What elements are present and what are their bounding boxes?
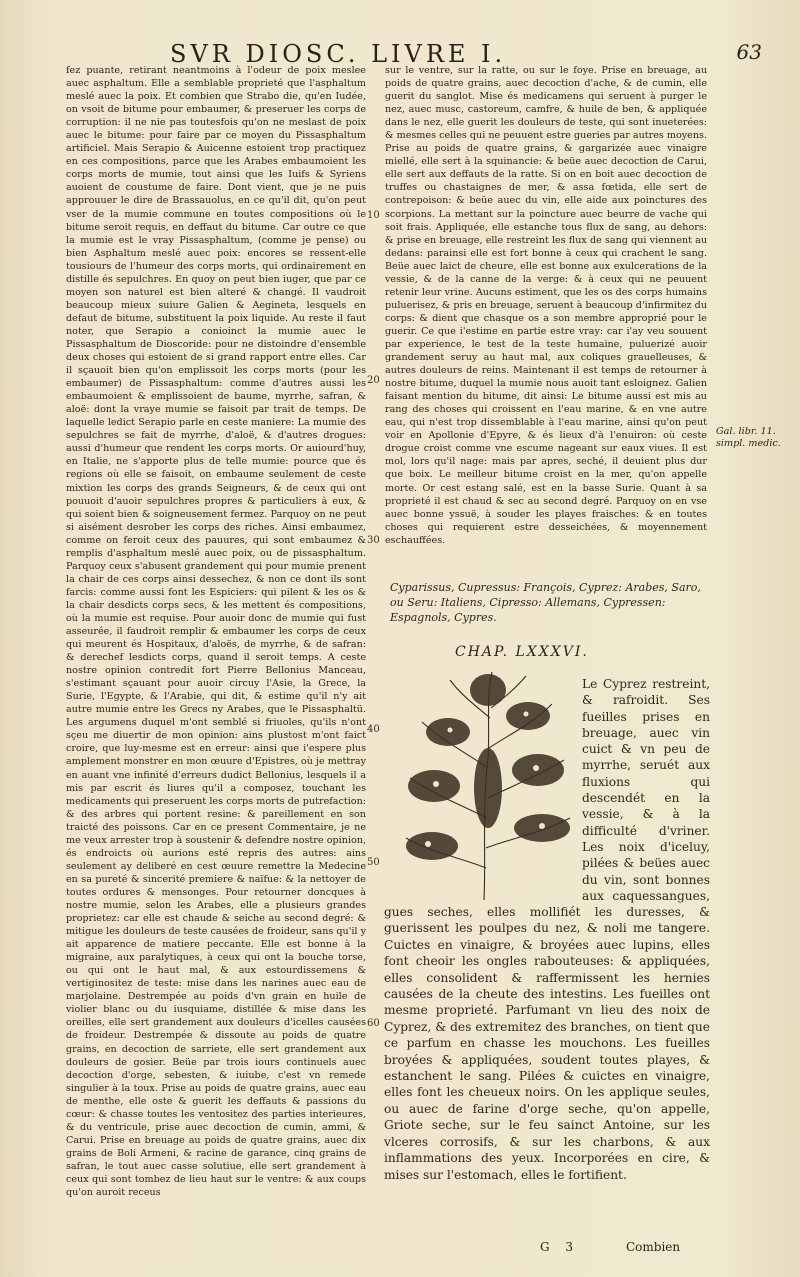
left-text-column [66,64,366,1254]
right-text-column-bottom [384,904,710,1244]
cypress-woodcut-illustration [392,668,580,902]
right-column-top-text: sur le ventre, sur la ratte, ou sur le foye. Prise en breuage, au poids de quatre grains, auec decoction d'ache, & de cumin, elle guerit du sanglot. Mise és medicamens qui seruent à purger le nez, auec musc, castoreum, camfre, & huile de ben, & appliquée dans le nez, elle guerit les douleurs de teste, qui sont inueterées: & mesmes celles qui ne peuuent estre gueries par autres moyens. Prise au poids de quatre grains, & gargarizée auec vinaigre miellé, elle sert à la squinancie: & beüe auec decoction de Carui, elle sert aux deffauts de la ratte. Si on en boit auec decoction de truffes ou chastaignes de mer, & assa fœtida, elle sert de contrepoison: & beüe auec du vin, elle aide aux poinctures des scorpions. La mettant sur la poincture auec beurre de vache qui soit frais. Appliquée, elle estanche tous flux de sang, au dehors: & prise en breuage, elle restreint les flux de sang qui viennent au dedans: parainsi elle est fort bonne à ceux qui crachent le sang. Beüe auec laict de cheure, elle est bonne aux exulcerations de la vessie, & de la canne de la verge: & à ceux qui ne peuuent retenir leur vrine. Aucuns estiment, que les os des corps humains puluerisez, & pris en breuage, seruent à beaucoup d'infirmitez du corps: & dient que chasque os a son membre approprié pour le guerir. Ce que i'estime en partie estre vray: car i'ay veu souuent par experience, le test de la teste humaine, puluerizé auoir grandement seruy au haut mal, aux coliques grauelleuses, & autres douleurs de reins. Maintenant il est temps de retourner à nostre bitume, duquel la mumie nous auoit tant esloignez. Galien faisant mention du bitume, dit ainsi: Le bitume aussi est mis au rang des choses qui croissent en l'eau marine, & en vne autre eau, qui n'est trop dissemblable à l'eau marine, ainsi qu'on peut voir en Apollonie d'Epyre, & és lieux d'à l'enuiron: où ceste drogue croist comme vne escume nageant sur eaux viues. Il est mol, lors qu'il nage: mais par apres, seché, il deuient plus dur que boix. Le meilleur bitume croist en la mer, qu'on appelle morte. Or cest estang salé, est en la basse Surie. Quant à sa proprieté il est chaud & sec au second degré. Parquoy on en vse auec bonne yssuë, à souder les playes fraisches: & en toutes choses qui requierent estre desseichées, & moyennement eschauffées. [385,65,707,546]
catchword: Combien [626,1240,681,1254]
line-number-30: 30 [367,535,380,546]
line-number-10: 10 [367,210,380,221]
right-text-beside-illustration [582,676,710,906]
line-number-50: 50 [367,857,380,868]
right-column-bottom-text: gues seches, elles mollifiét les duresses, & guerissent les poulpes du nez, & noli me tangere. Cuictes en vinaigre, & broyées auec lupins, elles font cheoir les ongles rabouteuses: & appliquées, elles consolident & raffermissent les hernies causées de la cheute des intestins. Les fueilles ont mesme proprieté. Parfumant vn lieu des noix de Cyprez, & des extremitez des branches, on tient que ce parfum en chasse les mouchons. Les fueilles broyées & appliquées, soudent toutes playes, & estanchent le sang. Pilées & cuictes en vinaigre, elles font les cheueux noirs. On les applique seules, ou auec de farine d'orge seche, qu'on appelle, Griote seche, sur le feu sainct Antoine, sur les vlceres corrosifs, & sur les charbons, & aux inflammations des yeux. Incorporées en cire, & mises sur l'estomach, elles le fortifient. [384,905,710,1182]
left-column-text: fez puante, retirant neantmoins à l'odeur de poix meslee auec asphaltum. Elle a semblable proprieté que l'asphaltum meslé auec la poix. Et combien que Strabo die, qu'en Iudée, on vsoit de bitume pour embaumer, & preseruer les corps de corruption: il ne nie pas toutesfois qu'on ne meslast de poix auec le bitume: pour faire par ce moyen du Pissasphaltum artificiel. Mais Serapio & Auicenne estoient trop practiquez en ces compositions, parce que les Arabes embaumoient les corps morts de mumie, tout ainsi que les Iuifs & Syriens auoient de coustume de faire. Dont vient, que je ne puis approuuer le dire de Brassauolus, en ce qu'il dit, qu'on peut vser de la mumie commune en toutes compositions où le bitume seroit requis, en deffaut du bitume. Car outre ce que la mumie est le vray Pissasphaltum, (comme je pense) ou bien Asphaltum meslé auec poix: encores se ressent-elle tousiours de l'humeur des corps morts, qui ordinairement en distille és sepulchres. En quoy on peut bien iuger, que par ce moyen son naturel est bien alteré & changé. Il vaudroit beaucoup mieux suiure Galien & Aegineta, lesquels en defaut de bitume, substituent la poix liquide. Au reste il faut noter, que Serapio a conioinct la mumie auec le Pissasphaltum de Dioscoride: pour ne distoindre d'ensemble deux choses qui estoient de si grand rapport entre elles. Car il sçauoit bien qu'on emplissoit les corps morts (pour les embaumer) de Pissasphaltum: comme d'autres aussi les embaumoient & emplissoient de baume, myrrhe, safran, & aloë: dont la vraye mumie se faisoit par trait de temps. De laquelle ledict Serapio parle en ceste maniere: La mumie des sepulchres se fait de myrrhe, d'aloë, & d'autres drogues: aussi d'humeur que rendent les corps morts. Or auiourd'huy, en Italie, ne s'apporte plus de telle mumie: pource que és regions où elle se faisoit, on embaume seulement de ceste mixtion les corps des grands Seigneurs, & de ceux qui ont pouuoit d'auoir sepulchres propres & particuliers à eux, & qui soient bien & soigneusement fermez. Parquoy on ne peut si aisément desrober les corps des riches. Ainsi embaumez, comme on feroit ceux des pauures, qui sont embaumez & remplis d'asphaltum meslé auec poix, ou de pissasphaltum. Parquoy ceux s'abusent grandement qui pour mumie prenent la chair de ces corps ainsi dessechez, & non ce dont ils sont farcis: comme aussi font les Espiciers: qui pilent & les os & la chair desdicts corps secs, & les mettent és compositions, où la mumie est requise. Pour auoir donc de mumie qui fust asseurée, il faudroit remplir & embaumer les corps de ceux qui meurent és Hospitaux, d'aloës, de myrrhe, & de safran: & derechef lesdicts corps, quand il seroit temps. A ceste nostre opinion contredit fort Pierre Bellonius Manceau, s'estimant sçauant pour auoir circuy l'Asie, la Grece, la Surie, l'Egypte, & l'Arabie, qui dit, & estime qu'il n'y ait autre mumie entre les Grecs ny Arabes, que le Pissasphaltü. Les argumens duquel m'ont semblé si friuoles, qu'ils n'ont sçeu me diuertir de mon opinion: ains plustost m'ont faict croire, que luy-mesme est en erreur: ainsi que i'espere plus amplement monstrer en mon œuure d'Epistres, où je mettray en auant vne infinité d'erreurs dudict Bellonius, lesquels il a mis par escrit és liures qu'il a composez, touchant les medicaments qui preseruent les corps morts de putrefaction: & des arbres qui portent resine: & pareillement en son traicté des poissons. Car en ce present Commentaire, je ne me veux arrester trop à soustenir & defendre nostre opinion, és endroicts où aurions esté repris des autres: ains seulement ay deliberé en cest œuure remettre la Medecine en sa pureté & sincerité premiere & naïfue: & la nettoyer de toutes ordures & mensonges. Pour retourner doncques à nostre mumie, selon les Arabes, elle a plusieurs grandes proprietez: car elle est chaude & seiche au second degré: & mitigue les douleurs de teste causées de froideur, sans qu'il y ait apparence de matiere peccante. Elle est bonne à la migraine, aux paralytiques, à ceux qui ont la bouche torse, ou qui ont le haut mal, & aux estourdissemens & vertiginositez de teste: mise dans les narines auec eau de marjolaine. Destrempée au poids d'vn grain en huile de violier blanc ou du iusquiame, distillée & mise dans les oreilles, elle sert grandement aux douleurs d'icelles causées de froideur. Destrempée & dissoute au poids de quatre grains, en decoction de sarriete, elle sert grandement aux douleurs de gosier. Beüe par trois iours continuels auec decoction d'orge, sebesten, & iuiube, c'est vn remede singulier à la toux. Prise au poids de quatre grains, auec eau de menthe, elle oste & guerit les deffauts & passions du cœur: & chasse toutes les ventositez des parties interieures, & du ventricule, prise auec decoction de cumin, ammi, & Carui. Prise en breuage au poids de quatre grains, auec dix grains de Boli Armeni, & racine de garance, cinq grains de safran, le tout auec casse solutiue, elle sert grandement à ceux qui sont tombez de lieu haut sur le ventre: & aux coups qu'on auroit receus [66,65,366,1199]
page-number: 63 [736,40,762,64]
line-number-40: 40 [367,724,380,735]
right-text-column-top [385,64,707,564]
running-header: SVR DIOSC. LIVRE I. [170,40,507,68]
line-number-60: 60 [367,1018,380,1029]
margin-note: Gal. libr. 11. simpl. medic. [716,426,781,449]
right-column-side-text: Le Cyprez restreint, & rafroidit. Ses fueilles prises en breuage, auec vin cuict & vn peu de myrrhe, seruét aux fluxions qui descendét en la vessie, & à la difficulté d'vriner. Les noix d'iceluy, pilées & beües auec du vin, sont bonnes aux caquessangues, [582,677,710,903]
line-number-20: 20 [367,375,380,386]
plant-names: Cyparissus, Cupressus: François, Cyprez: Arabes, Saro, ou Seru: Italiens, Cipresso: Allemans, Cypressen: Espagnols, Cypres. [390,581,701,624]
signature-mark: G 3 [540,1240,580,1254]
chapter-heading: CHAP. LXXXVI. [455,644,589,660]
